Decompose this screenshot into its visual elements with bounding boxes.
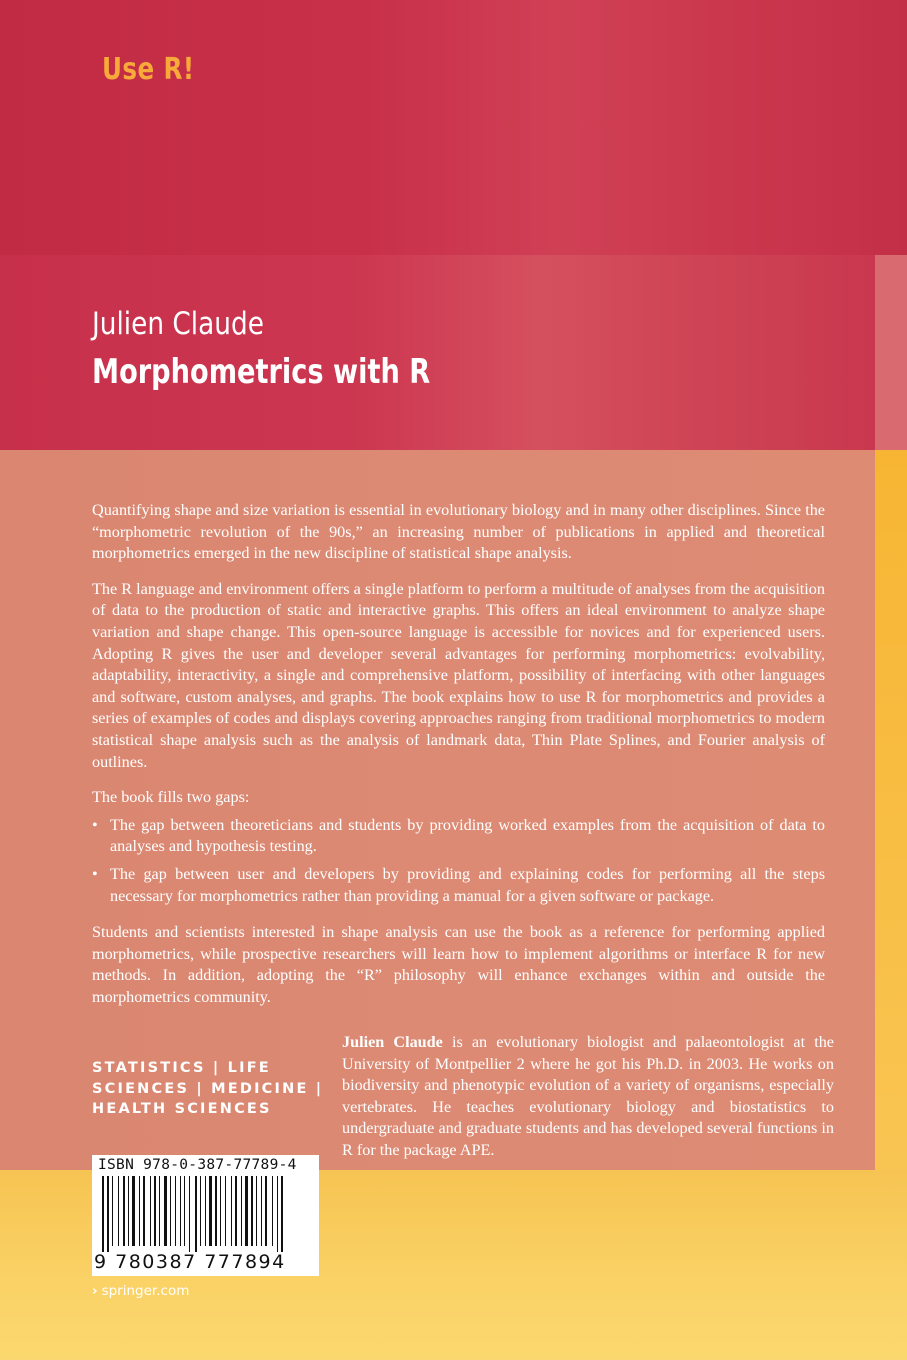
- subject-line: STATISTICS | LIFE: [92, 1060, 271, 1076]
- barcode-bar: [102, 1176, 104, 1252]
- barcode-bar: [180, 1176, 181, 1246]
- list-intro: The book fills two gaps:: [92, 788, 250, 807]
- barcode-bar: [154, 1176, 156, 1246]
- barcode-bar: [139, 1176, 140, 1246]
- barcode-bar: [231, 1176, 232, 1246]
- author-bio: [342, 1032, 834, 1162]
- barcode-bar: [261, 1176, 262, 1246]
- barcode-bar: [209, 1176, 212, 1246]
- barcode-bar: [225, 1176, 226, 1246]
- right-edge-yellow-strip: [875, 450, 907, 1170]
- subject-line: SCIENCES | MEDICINE |: [92, 1080, 324, 1097]
- barcode-bar: [128, 1176, 129, 1246]
- barcode-bar: [150, 1176, 151, 1246]
- barcode-bar: [200, 1176, 201, 1246]
- isbn-number: ISBN 978-0-387-77789-4: [98, 1157, 297, 1173]
- barcode-bar: [205, 1176, 206, 1246]
- description-paragraph: The R language and environment offers a single platform to perform a multitude of analyses from the acquisition of data to the production of static and interactive graphs. This offers an ideal environment to analyze shape variation and shape change. This open-source language is accessible for novices and for experienced users. Adopting R gives the user and developer several advantages for performing morphometrics: evolvability, adaptability, interactivity, a single and comprehensive platform, possibility of interfacing with other languages and software, custom analyses, and graphs. The book explains how to use R for morphometrics and provides a series of examples of codes and displays covering approaches ranging from traditional morphometrics to modern statistical shape analysis such as the analysis of landmark data, Thin Plate Splines, and Fourier analysis of outlines.: [92, 579, 825, 771]
- barcode-bar: [195, 1176, 197, 1252]
- publisher-url: springer.com: [101, 1283, 190, 1299]
- barcode-bar: [281, 1176, 283, 1252]
- right-edge-pink-strip: [875, 255, 907, 450]
- top-red-band: [0, 0, 907, 255]
- barcode-bar: [235, 1176, 237, 1246]
- gaps-list: [92, 815, 825, 907]
- barcode-bar: [265, 1176, 267, 1246]
- isbn-barcode: [92, 1155, 319, 1276]
- barcode-bar: [132, 1176, 135, 1246]
- publisher-link[interactable]: [92, 1283, 189, 1299]
- barcode-bar: [215, 1176, 217, 1246]
- list-item-text: The gap between user and developers by providing and explaining codes for performing all the steps necessary for morphometrics rather than providing a manual for a given software or package.: [110, 864, 825, 905]
- author-name: Julien Claude: [92, 306, 264, 342]
- subject-categories: [92, 1058, 332, 1120]
- barcode-digits: 9 780387 777894: [94, 1251, 286, 1273]
- barcode-bar: [245, 1176, 248, 1246]
- barcode-bar: [189, 1176, 190, 1252]
- barcode-bar: [112, 1176, 113, 1246]
- barcode-bar: [143, 1176, 145, 1246]
- bio-text: is an evolutionary biologist and palaeontologist at the University of Montpellier 2 where he got his Ph.D. in 2003. He works on biodiversity and phenotypic evolution of a variety of organisms, especially vertebrates. He teaches evolutionary biology and biostatistics to undergraduate and graduate students and has developed several functions in R for the package APE.: [342, 1033, 834, 1159]
- subject-line: HEALTH SCIENCES: [92, 1101, 272, 1117]
- bullet-icon: •: [92, 864, 98, 883]
- series-name: Use R!: [102, 52, 195, 87]
- barcode-bar: [241, 1176, 242, 1246]
- barcode-bar: [184, 1176, 185, 1246]
- barcode-bar: [170, 1176, 171, 1246]
- barcode-icon: [100, 1176, 311, 1252]
- barcode-bar: [123, 1176, 125, 1246]
- back-cover-description: [92, 500, 825, 1022]
- barcode-bar: [175, 1176, 176, 1246]
- barcode-bar: [277, 1176, 278, 1252]
- chevron-right-icon: ›: [92, 1283, 98, 1299]
- list-item-text: The gap between theoreticians and students by providing worked examples from the acquisition of data to analyses and hypothesis testing.: [110, 815, 825, 856]
- barcode-bar: [272, 1176, 273, 1246]
- barcode-bar: [251, 1176, 253, 1246]
- bullet-icon: •: [92, 815, 98, 834]
- barcode-bar: [159, 1176, 160, 1246]
- closing-paragraph: Students and scientists interested in shape analysis can use the book as a reference for performing applied morphometrics, while prospective researchers will learn how to implement algorithms or interface R for new methods. In addition, adopting the “R” philosophy will enhance exchanges within and outside the morphometrics community.: [92, 923, 825, 1006]
- barcode-bar: [256, 1176, 257, 1246]
- book-title: Morphometrics with R: [92, 352, 431, 392]
- barcode-bar: [107, 1176, 109, 1252]
- list-item: [92, 815, 825, 858]
- barcode-bar: [118, 1176, 119, 1246]
- barcode-bar: [164, 1176, 167, 1246]
- list-item: [92, 864, 825, 907]
- description-paragraph: Quantifying shape and size variation is essential in evolutionary biology and in many other disciplines. Since the “morphometric revolution of the 90s,” an increasing number of publications in applied and theoretical morphometrics emerged in the new discipline of statistical shape analysis.: [92, 501, 825, 563]
- bio-author-name: Julien Claude: [342, 1033, 443, 1051]
- barcode-bar: [220, 1176, 221, 1246]
